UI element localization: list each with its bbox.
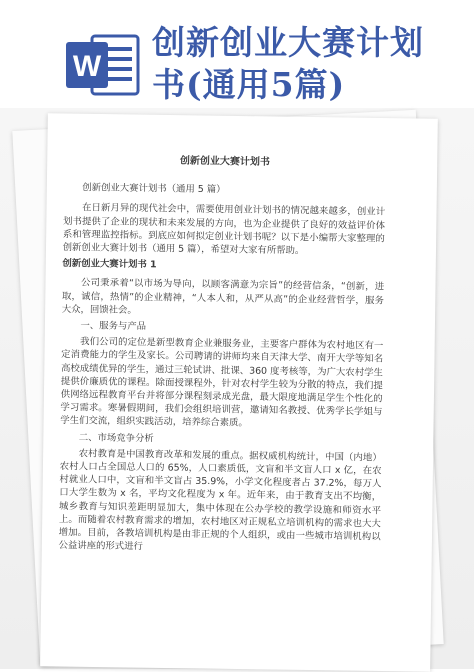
banner-title-line-1: 创新创业大赛计划: [152, 23, 424, 62]
heading-service-products: 一、服务与产品: [80, 320, 147, 333]
document-subtitle: 创新创业大赛计划书（通用 5 篇）: [82, 182, 226, 196]
section-heading-1: 创新创业大赛计划书 1: [62, 258, 157, 271]
paragraph-2: 我们公司的定位是新型教育企业兼服务业，主要客户群体为农村地区有一定消费能力的学生及家长。公司聘请的讲师均来自天津大学、南开大学等知名高校成绩优异的学生，通过三轮试讲、批课、360 度考核等，为广大农村学生提供价廉质优的课程。除面授课程外，针对农村学生较为分散的特点，我们提供网络远程教育平台并将部分课程刻录成光盘，最大限度地满足学生个性化的学习需求。寒暑假期间，我们会组织培训营，邀请知名教授、优秀学长学姐与学生们交流，组织实践活动，培养综合素质。: [60, 336, 384, 430]
paragraph-3: 农村教育是中国教育改革和发展的重点。据权威机构统计，中国（内地）农村人口占全国总人口的 65%，人口素质低，文盲和半文盲人口 x 亿，在农村就业人口中，文盲和半文盲占 35.9%，小学文化程度者占 37.2%，每万人口大学生数为 x 名，平均文化程度为 x 年。近年来，由于教育支出不均衡，城乡教育与知识差距明显加大，集中体现在公办学校的教学设施和师资水平上。而随着农村教育需求的增加，农村地区对正规私立培训机构的需求也大大增加。目前，各教培训机构是由非正规的个人组织，或由一些城市培训机构以公益讲座的形式进行: [58, 448, 382, 553]
banner-title: [152, 22, 462, 106]
heading-market-analysis: 二、市场竞争分析: [78, 431, 154, 444]
banner: [0, 0, 474, 125]
word-icon-letter: W: [72, 50, 102, 83]
banner-title-line-2: 书(通用5篇): [152, 65, 346, 104]
document-body: [58, 153, 386, 560]
paragraph-1: 公司秉承着“以市场为导向，以顾客满意为宗旨”的经营信条，“创新，进取，诚信，热情”的企业精神，“人本人和，从严从高”的企业经营哲学，服务大众，回馈社会。: [61, 277, 385, 316]
intro-paragraph: 在日新月异的现代社会中，需要使用创业计划书的情况越来越多，创业计划书提供了企业的现状和未来发展的方向，也为企业提供了良好的效益评价体系和管理监控指标。到底应如何拟定创业计划书呢？以下是小编帮大家整理的创新创业大赛计划书（通用 5 篇），希望对大家有所帮助。: [62, 202, 386, 257]
document-title: 创新创业大赛计划书: [179, 155, 270, 168]
word-document-icon: [64, 30, 140, 100]
